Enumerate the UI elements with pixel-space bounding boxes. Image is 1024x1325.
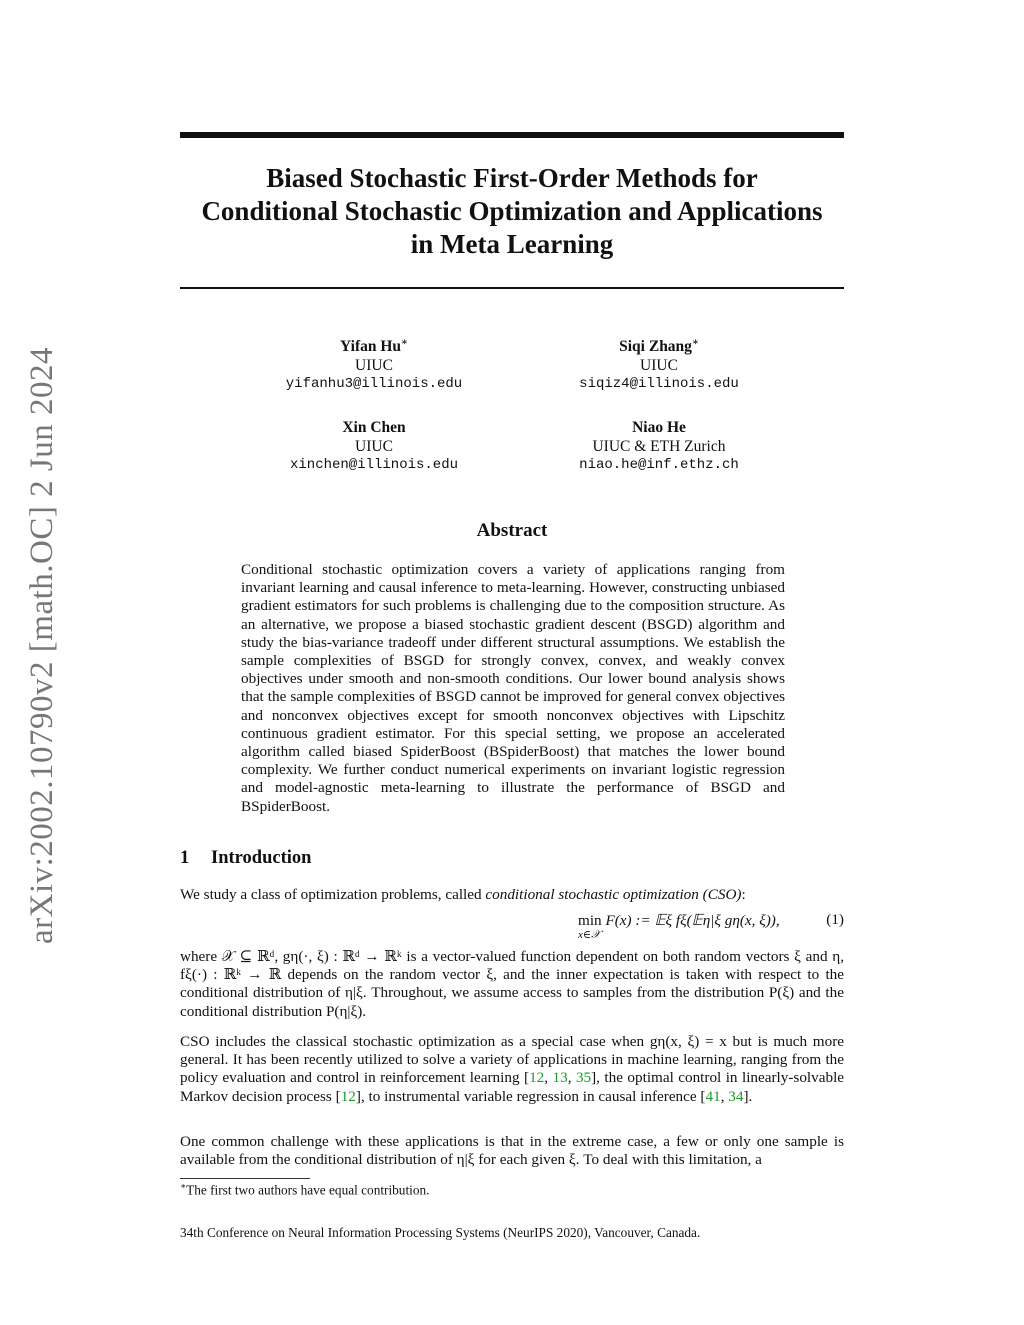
- equation-1: [180, 911, 844, 941]
- author-affiliation: UIUC & ETH Zurich: [592, 438, 726, 455]
- intro-text: ], to instrumental variable regression in causal inference [: [355, 1087, 706, 1105]
- author-email: niao.he@inf.ethz.ch: [579, 457, 739, 473]
- cso-term: conditional stochastic optimization (CSO): [485, 886, 742, 903]
- intro-paragraph-2: where 𝒳 ⊆ ℝᵈ, gη(·, ξ) : ℝᵈ → ℝᵏ is a vector-valued function dependent on both random vectors ξ and η, fξ(·) : ℝᵏ → ℝ depends on the random vector ξ, and the inner expectation is taken with respect to the conditional distribution of η|ξ. Throughout, we assume access to samples from the distribution P(ξ) and the conditional distribution P(η|ξ).: [180, 948, 844, 1020]
- author-block: [509, 418, 809, 475]
- intro-text: ], the optimal control in linearly-solvable Markov decision process [: [180, 1069, 845, 1105]
- footnote-text: The first two authors have equal contribution.: [186, 1182, 430, 1198]
- citation-link[interactable]: 35: [575, 1069, 592, 1087]
- intro-text: ,: [720, 1087, 729, 1105]
- title-line: in Meta Learning: [410, 229, 614, 259]
- author-affiliation: UIUC: [355, 357, 393, 375]
- equation-expression: [578, 911, 780, 930]
- citation-link[interactable]: 12: [529, 1069, 545, 1087]
- citation-link[interactable]: 41: [705, 1087, 721, 1105]
- author-name: Niao He: [632, 419, 686, 436]
- intro-text: We study a class of optimization problems, called: [180, 886, 486, 903]
- section-heading: [180, 848, 311, 869]
- section-title: Introduction: [211, 848, 312, 868]
- title-line: Conditional Stochastic Optimization and Applications: [201, 196, 823, 226]
- author-block: [224, 418, 524, 475]
- footnote: [180, 1181, 429, 1198]
- author-email: xinchen@illinois.edu: [289, 457, 459, 473]
- citation-link[interactable]: 13: [552, 1069, 568, 1087]
- intro-text: ,: [567, 1069, 576, 1087]
- equation-body: F(x) := 𝔼ξ fξ(𝔼η|ξ gη(x, ξ)),: [605, 912, 780, 929]
- abstract-text: Conditional stochastic optimization covers a variety of applications ranging from invariant learning and causal inference to meta-learning. However, constructing unbiased gradient estimators for such problems is challenging due to the composition structure. As an alternative, we propose a biased stochastic gradient descent (BSGD) algorithm and study the bias-variance tradeoff under different structural assumptions. We establish the sample complexities of BSGD for strongly convex, convex, and weakly convex objectives under smooth and non-smooth conditions. Our lower bound analysis shows that the sample complexities of BSGD cannot be improved for general convex objectives and nonconvex objectives except for smooth nonconvex objectives with Lipschitz continuous gradient estimator. For this special setting, we propose an accelerated algorithm called biased SpiderBoost (BSpiderBoost) that matches the lower bound complexity. We further conduct numerical experiments on invariant logistic regression and model-agnostic meta-learning to illustrate the performance of BSGD and BSpiderBoost.: [241, 561, 785, 815]
- author-mark: ∗: [401, 337, 408, 348]
- author-block: [509, 333, 809, 394]
- intro-paragraph-3: [180, 1033, 844, 1106]
- author-block: [224, 333, 524, 394]
- author-name: Siqi Zhang: [619, 338, 692, 356]
- intro-text: :: [741, 886, 746, 903]
- author-name: Yifan Hu: [340, 338, 402, 356]
- citation-link[interactable]: 34: [728, 1087, 744, 1105]
- author-affiliation: UIUC: [640, 357, 678, 375]
- arxiv-stamp: arXiv:2002.10790v2 [math.OC] 2 Jun 2024: [24, 347, 60, 944]
- intro-paragraph-1: [180, 886, 844, 904]
- footnote-rule: [180, 1178, 310, 1179]
- author-affiliation: UIUC: [355, 438, 393, 455]
- author-name: Xin Chen: [342, 419, 406, 436]
- conference-note: 34th Conference on Neural Information Processing Systems (NeurIPS 2020), Vancouver, Canada.: [180, 1225, 701, 1240]
- intro-paragraph-4: One common challenge with these applications is that in the extreme case, a few or only one sample is available from the conditional distribution of η|ξ for each given ξ. To deal with this limitation, a: [180, 1133, 844, 1169]
- author-email: yifanhu3@illinois.edu: [285, 376, 463, 393]
- equation-number: (1): [826, 911, 844, 928]
- footnote-mark: ∗: [180, 1181, 187, 1191]
- intro-text: ].: [743, 1087, 753, 1105]
- author-email: siqiz4@illinois.edu: [579, 376, 739, 393]
- title-bottom-rule: [180, 287, 844, 289]
- section-number: 1: [180, 848, 190, 868]
- citation-link[interactable]: 12: [340, 1087, 356, 1105]
- abstract-heading: Abstract: [476, 520, 548, 541]
- intro-text: CSO includes the classical stochastic optimization as a special case when gη(x, ξ) = x but is much more general. It has been recently utilized to solve a variety of applications in machine learning, ranging from the policy evaluation and control in reinforcement learning [: [180, 1033, 844, 1087]
- equation-min: min: [578, 912, 602, 929]
- title-top-rule: [180, 132, 844, 138]
- paper-title: [150, 162, 874, 261]
- intro-text: ,: [544, 1069, 553, 1087]
- title-line: Biased Stochastic First-Order Methods for: [266, 163, 758, 193]
- author-mark: ∗: [691, 337, 699, 348]
- equation-subscript: x∈𝒳: [578, 929, 601, 941]
